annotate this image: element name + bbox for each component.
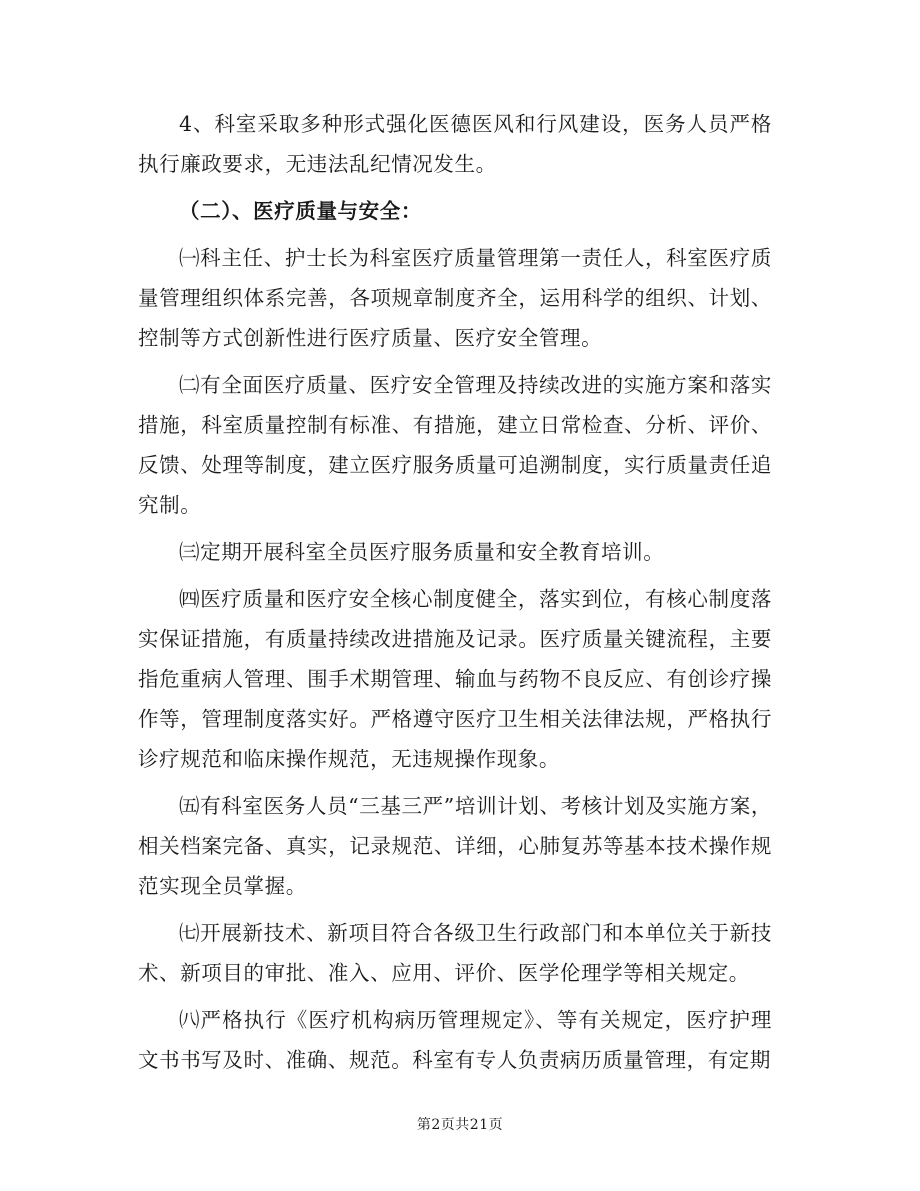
list-item: ㈡有全面医疗质量、医疗安全管理及持续改进的实施方案和落实措施，科室质量控制有标准、有措施，建立日常检查、分析、评价、反馈、处理等制度，建立医疗服务质量可追溯制度，实行质量责任追究制。 <box>138 373 772 517</box>
page-number: 第2页共21页 <box>416 1117 504 1133</box>
section-heading-medical-quality: （二）、医疗质量与安全： <box>179 199 422 223</box>
list-item: ㈦开展新技术、新项目符合各级卫生行政部门和本单位关于新技术、新项目的审批、准入、应用、评价、医学伦理学等相关规定。 <box>138 921 772 985</box>
list-item: ㈢定期开展科室全员医疗服务质量和安全教育培训。 <box>179 540 665 564</box>
list-item: ㈧严格执行《医疗机构病历管理规定》、等有关规定，医疗护理文书书写及时、准确、规范。科室有专人负责病历质量管理，有定期 <box>138 1008 772 1072</box>
list-item: ㈣医疗质量和医疗安全核心制度健全，落实到位，有核心制度落实保证措施，有质量持续改进措施及记录。医疗质量关键流程，主要指危重病人管理、围手术期管理、输血与药物不良反应、有创诊疗操作等，管理制度落实好。严格遵守医疗卫生相关法律法规，严格执行诊疗规范和临床操作规范，无违规操作现象。 <box>138 587 772 771</box>
document-body <box>138 104 772 1087</box>
list-item: ㈠科主任、护士长为科室医疗质量管理第一责任人，科室医疗质量管理组织体系完善，各项规章制度齐全，运用科学的组织、计划、控制等方式创新性进行医疗质量、医疗安全管理。 <box>138 246 772 350</box>
list-item: ㈤有科室医务人员“三基三严”培训计划、考核计划及实施方案，相关档案完备、真实，记录规范、详细，心肺复苏等基本技术操作规范实现全员掌握。 <box>138 794 772 898</box>
paragraph-4: 4、科室采取多种形式强化医德医风和行风建设，医务人员严格执行廉政要求，无违法乱纪情况发生。 <box>138 112 772 176</box>
